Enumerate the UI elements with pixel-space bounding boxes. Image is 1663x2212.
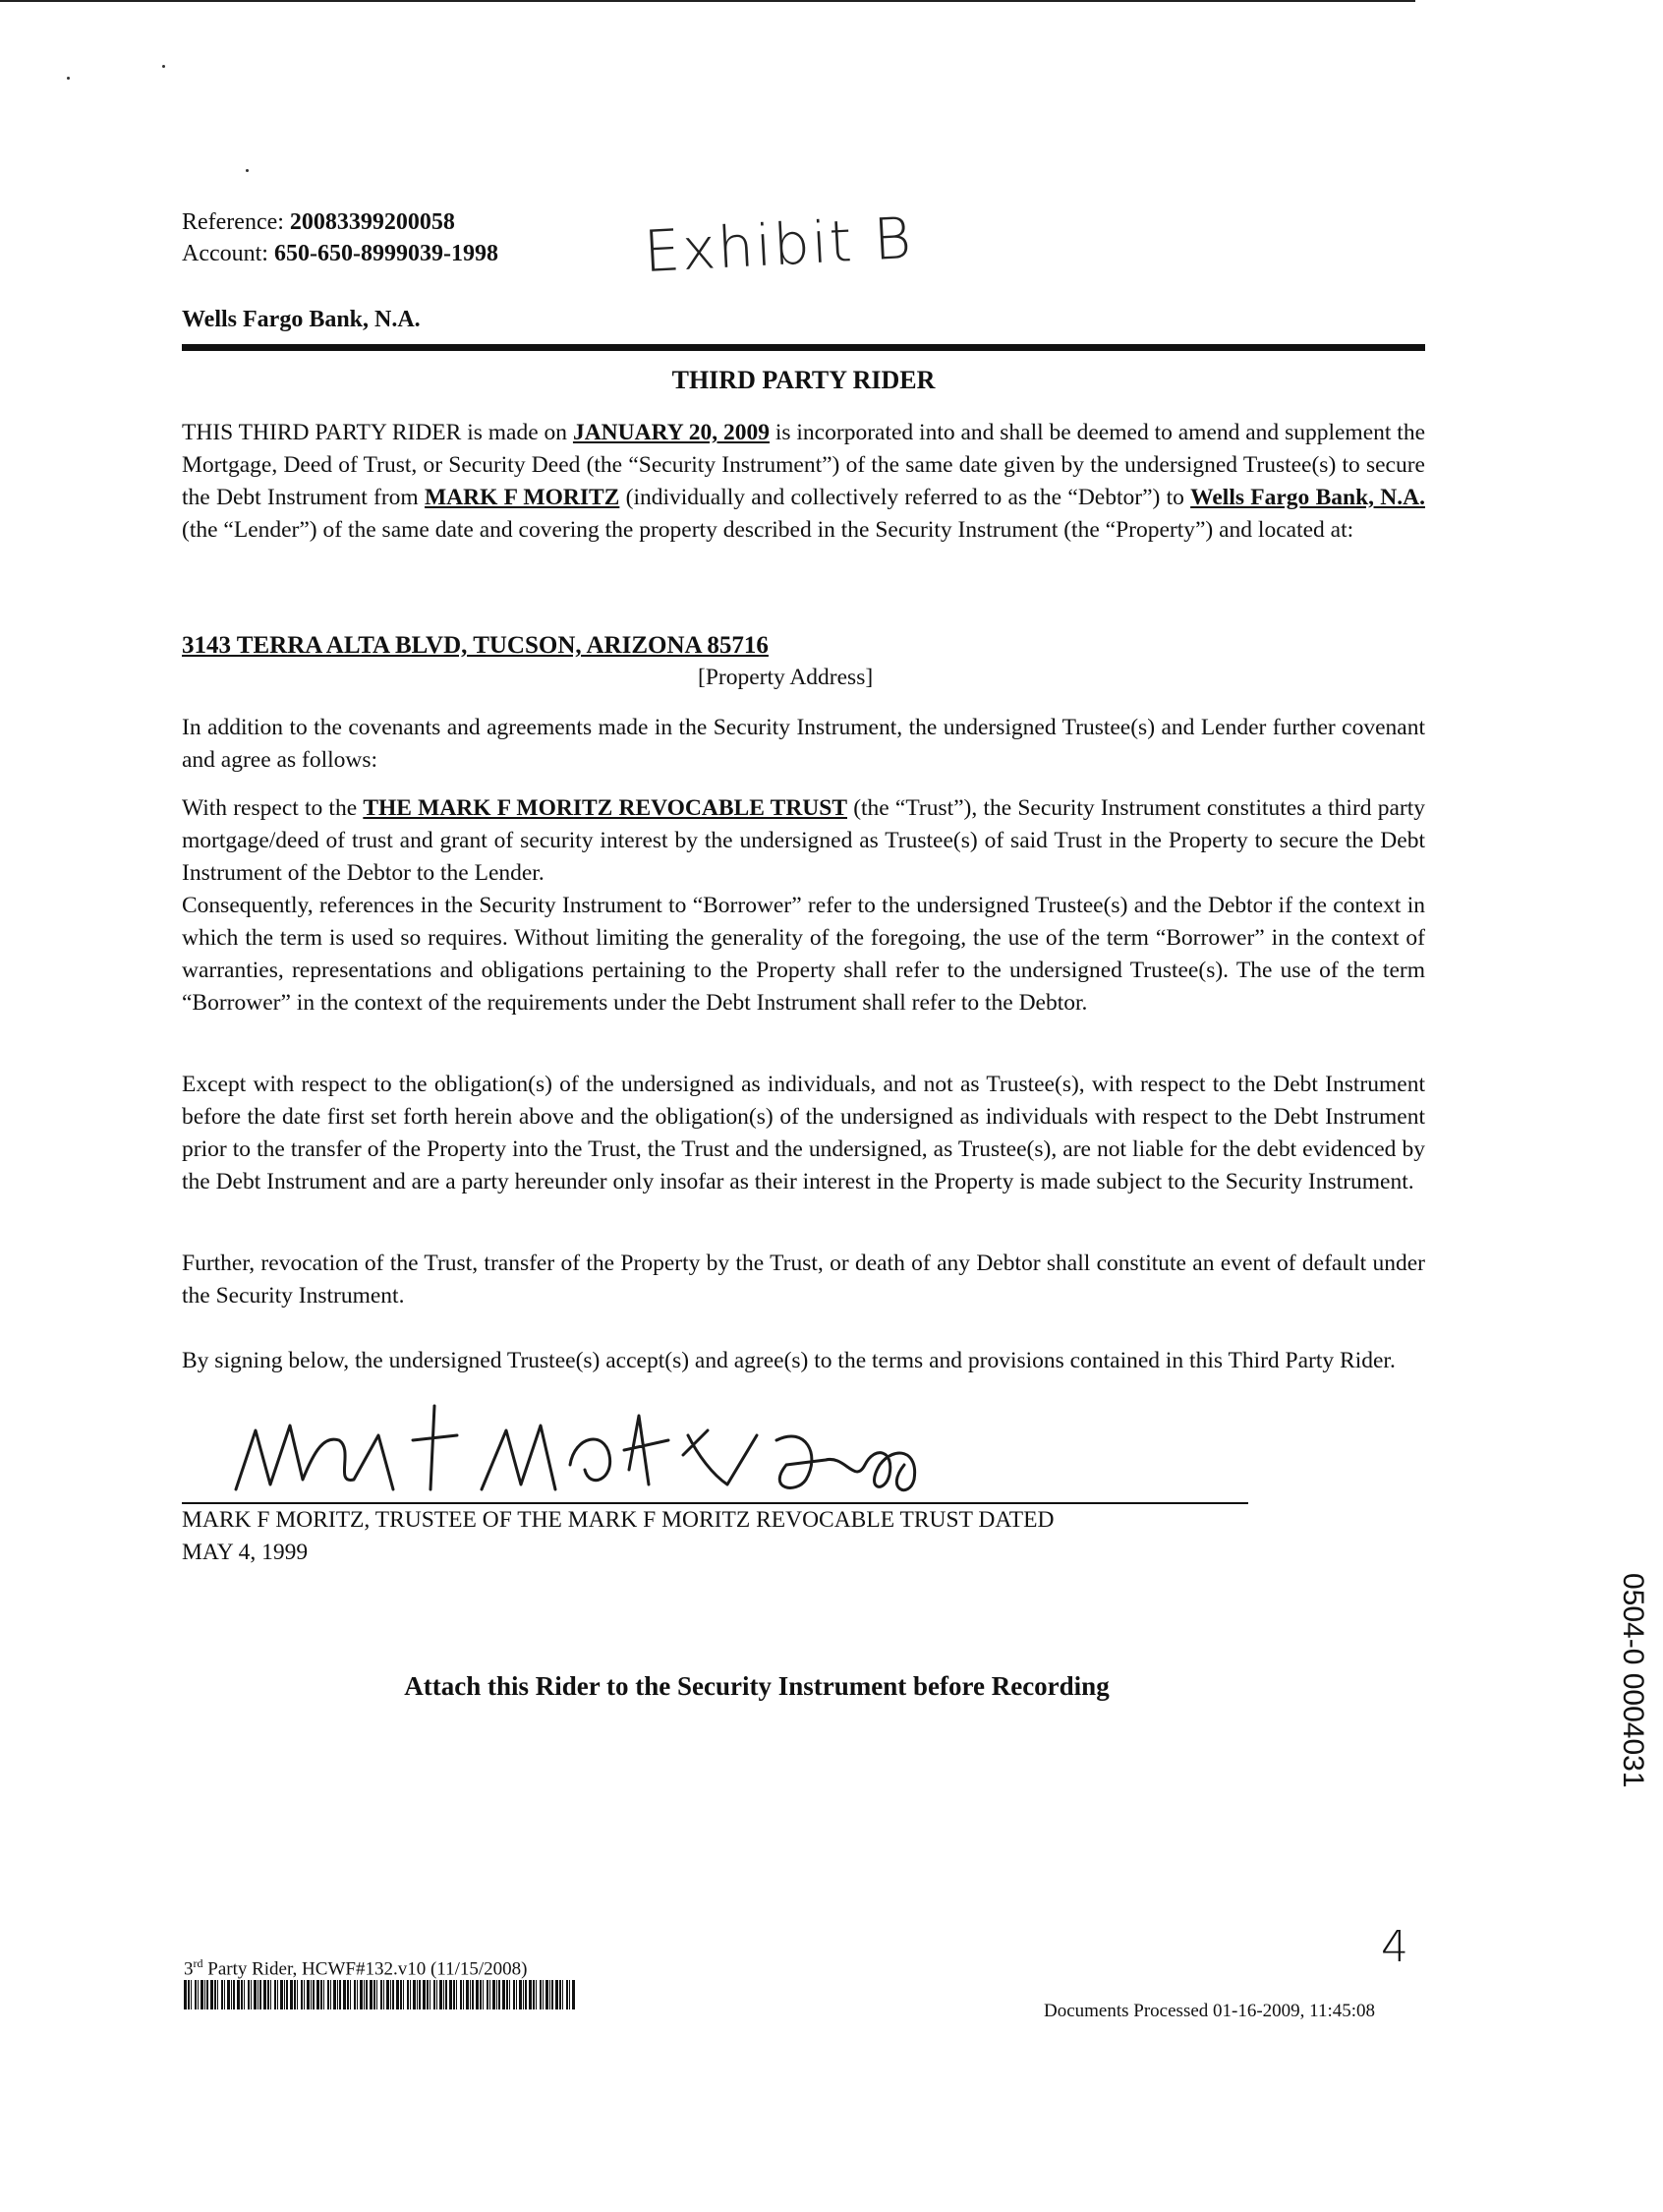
form-name: Party Rider, HCWF#132.v10 (11/15/2008): [202, 1958, 528, 1980]
barcode-bar: [410, 1980, 411, 2009]
barcode-bar: [267, 1980, 269, 2009]
barcode-bar: [472, 1980, 474, 2009]
barcode-bar: [427, 1980, 429, 2009]
revocation-paragraph: Further, revocation of the Trust, transfer of the Property by the Trust, or death of any Debtor shall constitute an event of default under the Security Instrument.: [182, 1251, 1425, 1309]
barcode-bar: [551, 1980, 553, 2009]
lender-name: Wells Fargo Bank, N.A.: [1190, 485, 1425, 510]
side-stamp-text: 0504-0 0004031: [1617, 1573, 1649, 1788]
barcode-bar: [417, 1980, 418, 2009]
debtor-name: MARK F MORITZ: [424, 485, 620, 510]
barcode-bar: [339, 1980, 341, 2009]
barcode-bar: [227, 1980, 230, 2009]
trust-text: (the “Trust”), the Security Instrument constitutes a third party mortgage/deed of trust and grant of security interest by the undersigned as Trustee(s) of said Trust in the Property to secure the Debt Instrument of the Debtor to the Lender.: [182, 795, 1426, 886]
barcode-bar: [370, 1980, 373, 2009]
processed-timestamp: Documents Processed 01-16-2009, 11:45:08: [1044, 2001, 1376, 2021]
barcode-bar: [248, 1980, 250, 2009]
barcode-bar: [307, 1980, 310, 2009]
barcode-bar: [191, 1980, 192, 2009]
signatory-block: [182, 1504, 1054, 1569]
side-stamp-number: [1609, 1573, 1649, 1848]
barcode-bar: [396, 1980, 399, 2009]
barcode-bar: [439, 1980, 442, 2009]
barcode-bar: [407, 1980, 409, 2009]
reference-block: [182, 206, 498, 269]
barcode-bar: [270, 1980, 271, 2009]
barcode-bar: [337, 1980, 338, 2009]
barcode-bar: [483, 1980, 484, 2009]
barcode-bar: [327, 1980, 329, 2009]
barcode-bar: [364, 1980, 365, 2009]
intro-paragraph: [182, 417, 1425, 547]
barcode-bar: [443, 1980, 444, 2009]
trust-paragraph: [182, 792, 1425, 890]
property-address-label: [Property Address]: [698, 665, 874, 690]
barcode-bar: [320, 1980, 322, 2009]
barcode-bar: [453, 1980, 455, 2009]
barcode-bar: [184, 1980, 187, 2009]
barcode-bar: [549, 1980, 550, 2009]
intro-text: (individually and collectively referred to as the “Debtor”) to: [619, 485, 1191, 510]
handwritten-signature: [177, 1396, 1248, 1514]
barcode-bar: [525, 1980, 527, 2009]
barcode-bar: [201, 1980, 203, 2009]
barcode-bar: [254, 1980, 257, 2009]
barcode-bar: [403, 1980, 404, 2009]
barcode: [184, 1980, 577, 2009]
barcode-bar: [392, 1980, 394, 2009]
intro-text: is incorporated into and shall be deemed to amend and supplement the Mortgage, Deed of Trust, or Security Deed (the “Security Instrument”) of the same date given by the undersigned Trustee(s) to secure the Debt Instrument from: [182, 420, 1425, 510]
barcode-bar: [513, 1980, 515, 2009]
barcode-bar: [323, 1980, 324, 2009]
barcode-bar: [316, 1980, 319, 2009]
barcode-bar: [476, 1980, 479, 2009]
barcode-bar: [280, 1980, 283, 2009]
barcode-bar: [297, 1980, 298, 2009]
barcode-bar: [277, 1980, 278, 2009]
account-label: Account:: [182, 241, 268, 266]
covenants-paragraph: In addition to the covenants and agreements made in the Security Instrument, the undersigned Trustee(s) and Lender further covenant and agree as follows:: [182, 715, 1425, 773]
barcode-bar: [400, 1980, 402, 2009]
page-number: 4: [1381, 1922, 1408, 1972]
barcode-bar: [536, 1980, 537, 2009]
trust-text: With respect to the: [182, 795, 364, 821]
reference-line: [182, 206, 498, 238]
form-suffix: rd: [193, 1956, 203, 1970]
barcode-bar: [237, 1980, 240, 2009]
barcode-bar: [274, 1980, 276, 2009]
barcode-bar: [423, 1980, 426, 2009]
barcode-bar: [383, 1980, 384, 2009]
barcode-bar: [466, 1980, 469, 2009]
barcode-bar: [357, 1980, 358, 2009]
barcode-bar: [241, 1980, 243, 2009]
barcode-bar: [333, 1980, 336, 2009]
barcode-bar: [456, 1980, 457, 2009]
handwritten-exhibit-note: Exhibit B: [642, 204, 915, 286]
barcode-bar: [330, 1980, 331, 2009]
scan-speck: [246, 169, 249, 172]
barcode-bar: [217, 1980, 218, 2009]
barcode-bar: [301, 1980, 303, 2009]
barcode-bar: [350, 1980, 351, 2009]
reference-label: Reference:: [182, 209, 284, 235]
barcode-bar: [259, 1980, 261, 2009]
barcode-bar: [460, 1980, 462, 2009]
barcode-bar: [492, 1980, 495, 2009]
barcode-bar: [284, 1980, 285, 2009]
intro-text: (the “Lender”) of the same date and covering the property described in the Security Instrument (the “Property”) and located at:: [182, 517, 1354, 543]
barcode-bar: [210, 1980, 213, 2009]
trust-date: MAY 4, 1999: [182, 1540, 309, 1565]
barcode-bar: [263, 1980, 266, 2009]
scan-top-edge: [0, 0, 1415, 2]
bank-name: Wells Fargo Bank, N.A.: [182, 307, 421, 332]
barcode-bar: [380, 1980, 382, 2009]
barcode-bar: [559, 1980, 561, 2009]
barcode-bar: [354, 1980, 356, 2009]
barcode-bar: [540, 1980, 542, 2009]
barcode-bar: [516, 1980, 517, 2009]
barcode-bar: [311, 1980, 312, 2009]
barcode-bar: [436, 1980, 437, 2009]
barcode-bar: [506, 1980, 508, 2009]
barcode-bar: [496, 1980, 497, 2009]
barcode-bar: [523, 1980, 524, 2009]
document-title: THIRD PARTY RIDER: [671, 366, 936, 394]
barcode-bar: [360, 1980, 363, 2009]
barcode-bar: [304, 1980, 305, 2009]
barcode-bar: [487, 1980, 488, 2009]
barcode-bar: [204, 1980, 205, 2009]
barcode-bar: [231, 1980, 232, 2009]
barcode-bar: [286, 1980, 288, 2009]
barcode-bar: [509, 1980, 510, 2009]
barcode-bar: [572, 1980, 575, 2009]
barcode-bar: [489, 1980, 490, 2009]
barcode-bar: [366, 1980, 368, 2009]
barcode-bar: [195, 1980, 197, 2009]
barcode-bar: [188, 1980, 190, 2009]
barcode-bar: [290, 1980, 293, 2009]
barcode-bar: [562, 1980, 563, 2009]
consequently-paragraph: Consequently, references in the Security Instrument to “Borrower” refer to the undersigned Trustee(s) and the Debtor if the context in which the term is used so requires. Without limiting the generality of the foregoing, the use of the term “Borrower” in the context of warranties, representations and obligations pertaining to the Property shall refer to the undersigned Trustee(s). The use of the term “Borrower” in the context of the requirements under the Debt Instrument shall refer to the Debtor.: [182, 893, 1425, 1016]
barcode-bar: [529, 1980, 532, 2009]
barcode-bar: [198, 1980, 199, 2009]
scan-speck: [67, 77, 70, 80]
barcode-bar: [206, 1980, 208, 2009]
barcode-bar: [214, 1980, 216, 2009]
barcode-bar: [502, 1980, 505, 2009]
barcode-bar: [449, 1980, 452, 2009]
form-prefix: 3: [184, 1958, 194, 1980]
barcode-bar: [419, 1980, 421, 2009]
account-line: [182, 238, 498, 269]
barcode-bar: [294, 1980, 296, 2009]
barcode-bar: [566, 1980, 568, 2009]
barcode-bar: [376, 1980, 377, 2009]
barcode-bar: [555, 1980, 558, 2009]
scan-speck: [162, 65, 165, 68]
property-address: 3143 TERRA ALTA BLVD, TUCSON, ARIZONA 85716: [182, 632, 769, 659]
barcode-bar: [343, 1980, 346, 2009]
barcode-bar: [386, 1980, 389, 2009]
form-identifier: [184, 1956, 527, 1980]
barcode-bar: [498, 1980, 500, 2009]
rider-date: JANUARY 20, 2009: [572, 420, 770, 445]
signatory-name: MARK F MORITZ, TRUSTEE OF THE MARK F MORITZ REVOCABLE TRUST DATED: [182, 1507, 1055, 1533]
barcode-bar: [519, 1980, 522, 2009]
barcode-bar: [480, 1980, 482, 2009]
barcode-bar: [224, 1980, 225, 2009]
barcode-bar: [543, 1980, 544, 2009]
barcode-bar: [413, 1980, 416, 2009]
barcode-bar: [251, 1980, 252, 2009]
barcode-bar: [221, 1980, 223, 2009]
trust-name: THE MARK F MORITZ REVOCABLE TRUST: [363, 795, 848, 821]
barcode-bar: [233, 1980, 235, 2009]
attach-instruction: Attach this Rider to the Security Instrument before Recording: [404, 1671, 1110, 1701]
barcode-bar: [445, 1980, 447, 2009]
reference-number: 20083399200058: [289, 209, 455, 235]
barcode-bar: [373, 1980, 375, 2009]
except-paragraph: Except with respect to the obligation(s) of the undersigned as individuals, and not as Trustee(s), with respect to the Debt Instrument before the date first set forth herein above and the obligation(s) of the undersigned as individuals with respect to the Debt Instrument prior to the transfer of the Property into the Trust, the Trust and the undersigned, as Trustee(s), are not liable for the debt evidenced by the Debt Instrument and are a party hereunder only insofar as their interest in the Property is made subject to the Security Instrument.: [182, 1072, 1425, 1194]
barcode-bar: [433, 1980, 435, 2009]
barcode-bar: [545, 1980, 548, 2009]
barcode-bar: [533, 1980, 535, 2009]
signing-paragraph: By signing below, the undersigned Trustee(s) accept(s) and agree(s) to the terms and provisions contained in this Third Party Rider.: [182, 1348, 1396, 1373]
barcode-bar: [313, 1980, 315, 2009]
barcode-bar: [569, 1980, 570, 2009]
intro-text: THIS THIRD PARTY RIDER is made on: [182, 420, 573, 445]
barcode-bar: [390, 1980, 391, 2009]
barcode-bar: [347, 1980, 349, 2009]
barcode-bar: [470, 1980, 471, 2009]
header-rule: [182, 344, 1425, 351]
barcode-bar: [244, 1980, 245, 2009]
account-number: 650-650-8999039-1998: [273, 241, 498, 266]
barcode-bar: [463, 1980, 464, 2009]
